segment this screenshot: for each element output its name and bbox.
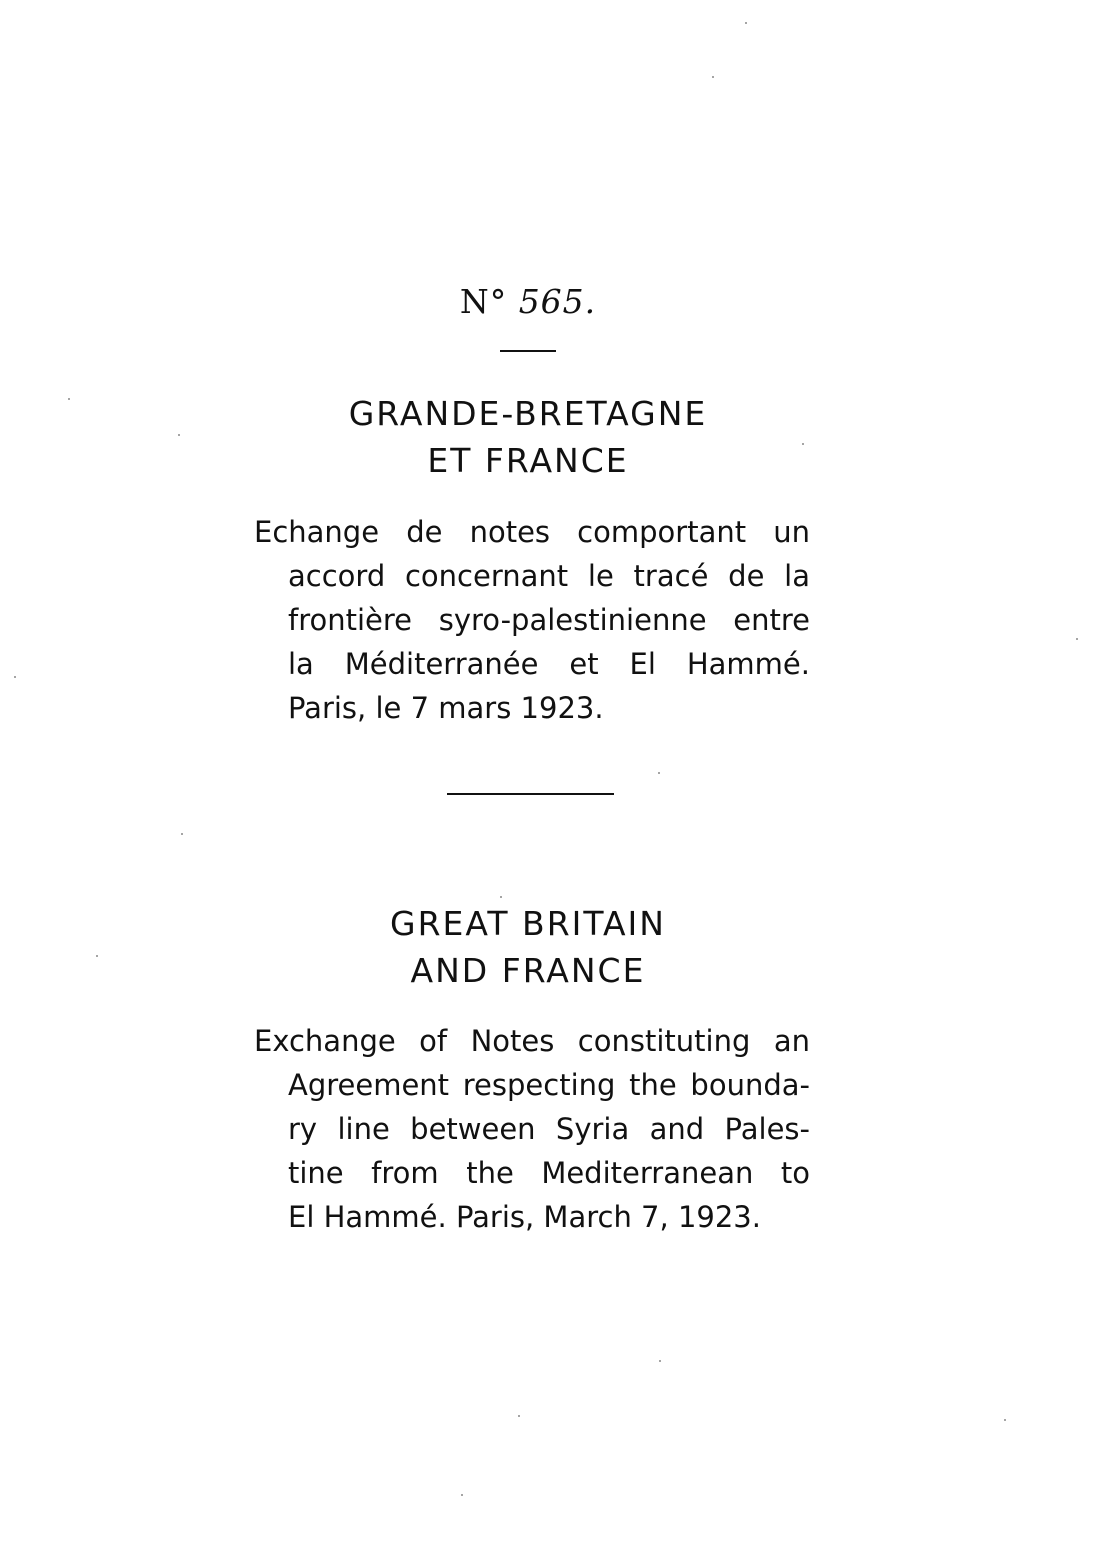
english-heading-line-1: GREAT BRITAIN	[390, 904, 666, 943]
scan-speck	[659, 1360, 661, 1362]
english-description-line: Exchange of Notes constituting an	[254, 1024, 810, 1058]
english-heading	[0, 900, 1056, 994]
scan-speck	[518, 1415, 520, 1417]
english-description	[254, 1019, 810, 1239]
scan-speck	[14, 676, 16, 678]
scan-speck	[658, 772, 660, 774]
treaty-number	[0, 282, 1056, 321]
french-description	[254, 510, 810, 730]
scan-speck	[500, 896, 502, 898]
english-description-line: tine from the Mediterranean to	[288, 1156, 810, 1190]
scan-speck	[802, 443, 804, 445]
english-description-line: ry line between Syria and Pales-	[288, 1112, 810, 1146]
french-description-line: Echange de notes comportant un	[254, 515, 810, 549]
scan-speck	[96, 955, 98, 957]
section-divider	[447, 793, 614, 795]
scan-speck	[1004, 1419, 1006, 1421]
english-heading-line-2: AND FRANCE	[410, 951, 646, 990]
treaty-number-value: 565.	[518, 282, 597, 321]
scan-speck	[68, 398, 70, 400]
french-description-line: accord concernant le tracé de la	[288, 559, 810, 593]
french-heading	[0, 390, 1056, 484]
scan-speck	[181, 833, 183, 835]
french-description-line: Paris, le 7 mars 1923.	[288, 691, 604, 725]
scan-speck	[712, 76, 714, 78]
french-heading-line-1: GRANDE-BRETAGNE	[348, 394, 708, 433]
scan-speck	[461, 1494, 463, 1496]
english-description-line: Agreement respecting the bounda-	[288, 1068, 810, 1102]
treaty-number-prefix: N°	[459, 282, 508, 321]
english-description-line: El Hammé. Paris, March 7, 1923.	[288, 1200, 761, 1234]
french-description-line: la Méditerranée et El Hammé.	[288, 647, 810, 681]
french-heading-line-2: ET FRANCE	[427, 441, 629, 480]
french-description-line: frontière syro-palestinienne entre	[288, 603, 810, 637]
short-divider	[500, 350, 556, 352]
scan-speck	[178, 434, 180, 436]
scan-speck	[1076, 638, 1078, 640]
scan-speck	[745, 22, 747, 24]
